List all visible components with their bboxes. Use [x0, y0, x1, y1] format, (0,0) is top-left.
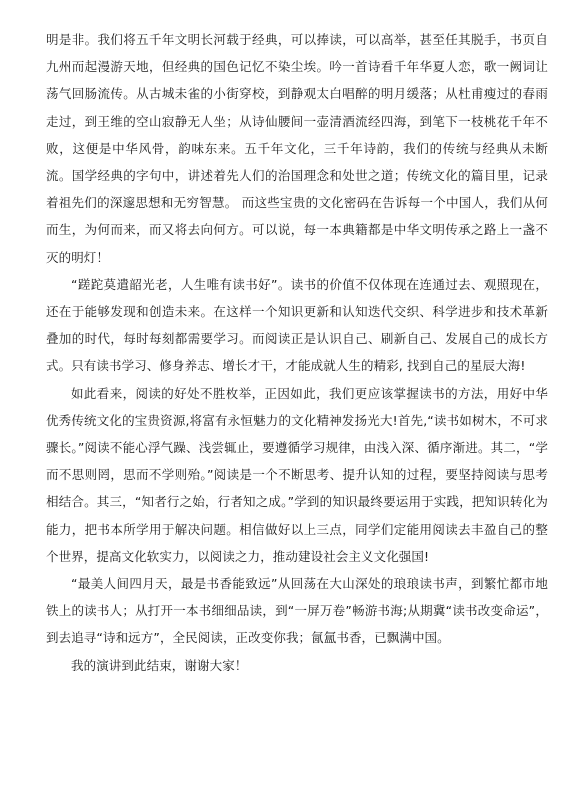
paragraph-classics-heritage: 明是非。我们将五千年文明长河载于经典，可以捧读，可以高举，甚至任其脱手，书页自九州而起漫游天地，但经典的国色记忆不染尘埃。吟一首诗看千年华夏人恋，歌一阙词让荡气回肠流传。从古城未雀的小街穿校，到静观太白唱醉的明月缓落；从杜甫瘦过的春雨走过，到王维的空山寂静无人坐；从诗仙腰间一壶清酒流经四海，到笔下一枝桃花千年不败，这便是中华风骨，韵味东来。五千年文化，三千年诗韵，我们的传统与经典从未断流。国学经典的字句中，讲述着先人们的治国理念和处世之道；传统文化的篇目里，记录着祖先们的深邃思想和无穷智慧。 而这些宝贵的文化密码在告诉每一个中国人，我们从何而生，为何而来，而又将去向何方。可以说，每一本典籍都是中华文明传承之路上一盏不灭的明灯！ [46, 32, 548, 265]
paragraph-closing: 我的演讲到此结束，谢谢大家！ [71, 657, 248, 673]
paragraph-value-of-reading: “蹉跎莫遣韶光老，人生唯有读书好”。读书的价值不仅体现在连通过去、观照现在，还在于能够发现和创造未来。在这样一个知识更新和认知迭代交织、科学进步和技术革新叠加的时代，每时每刻都需要学习。而阅读正是认识自己、刷新自己、发展自己的成长方式。只有读书学习、修身养志、增长才干，才能成就人生的精彩, 找到自己的星辰大海! [46, 276, 548, 374]
paragraph-reading-methods: 如此看来，阅读的好处不胜枚举，正因如此，我们更应该掌握读书的方法，用好中华优秀传统文化的宝贵资源,将富有永恒魅力的文化精神发扬光大!首先,“读书如树木，不可求骤长。”阅读不能心浮气躁、浅尝辄止，要遵循学习规律，由浅入深、循序渐进。其二，“学而不思则罔，思而不学则殆。”阅读是一个不断思考、提升认知的过程，要坚持阅读与思考相结合。其三，“知者行之始，行者知之成。”学到的知识最终要运用于实践，把知识转化为能力，把书本所学用于解决问题。相信做好以上三点，同学们定能用阅读去丰盈自己的整个世界，提高文化软实力，以阅读之力，推动建设社会主义文化强国! [46, 385, 548, 564]
paragraph-national-reading: “最美人间四月天，最是书香能致远”从回荡在大山深处的琅琅读书声，到繁忙都市地铁上的读书人；从打开一本书细细品读，到“一屏万卷”畅游书海;从期冀“读书改变命运”，到去追寻“诗和远方”，全民阅读，正改变你我；氤氲书香，已飘满中国。 [46, 576, 548, 646]
